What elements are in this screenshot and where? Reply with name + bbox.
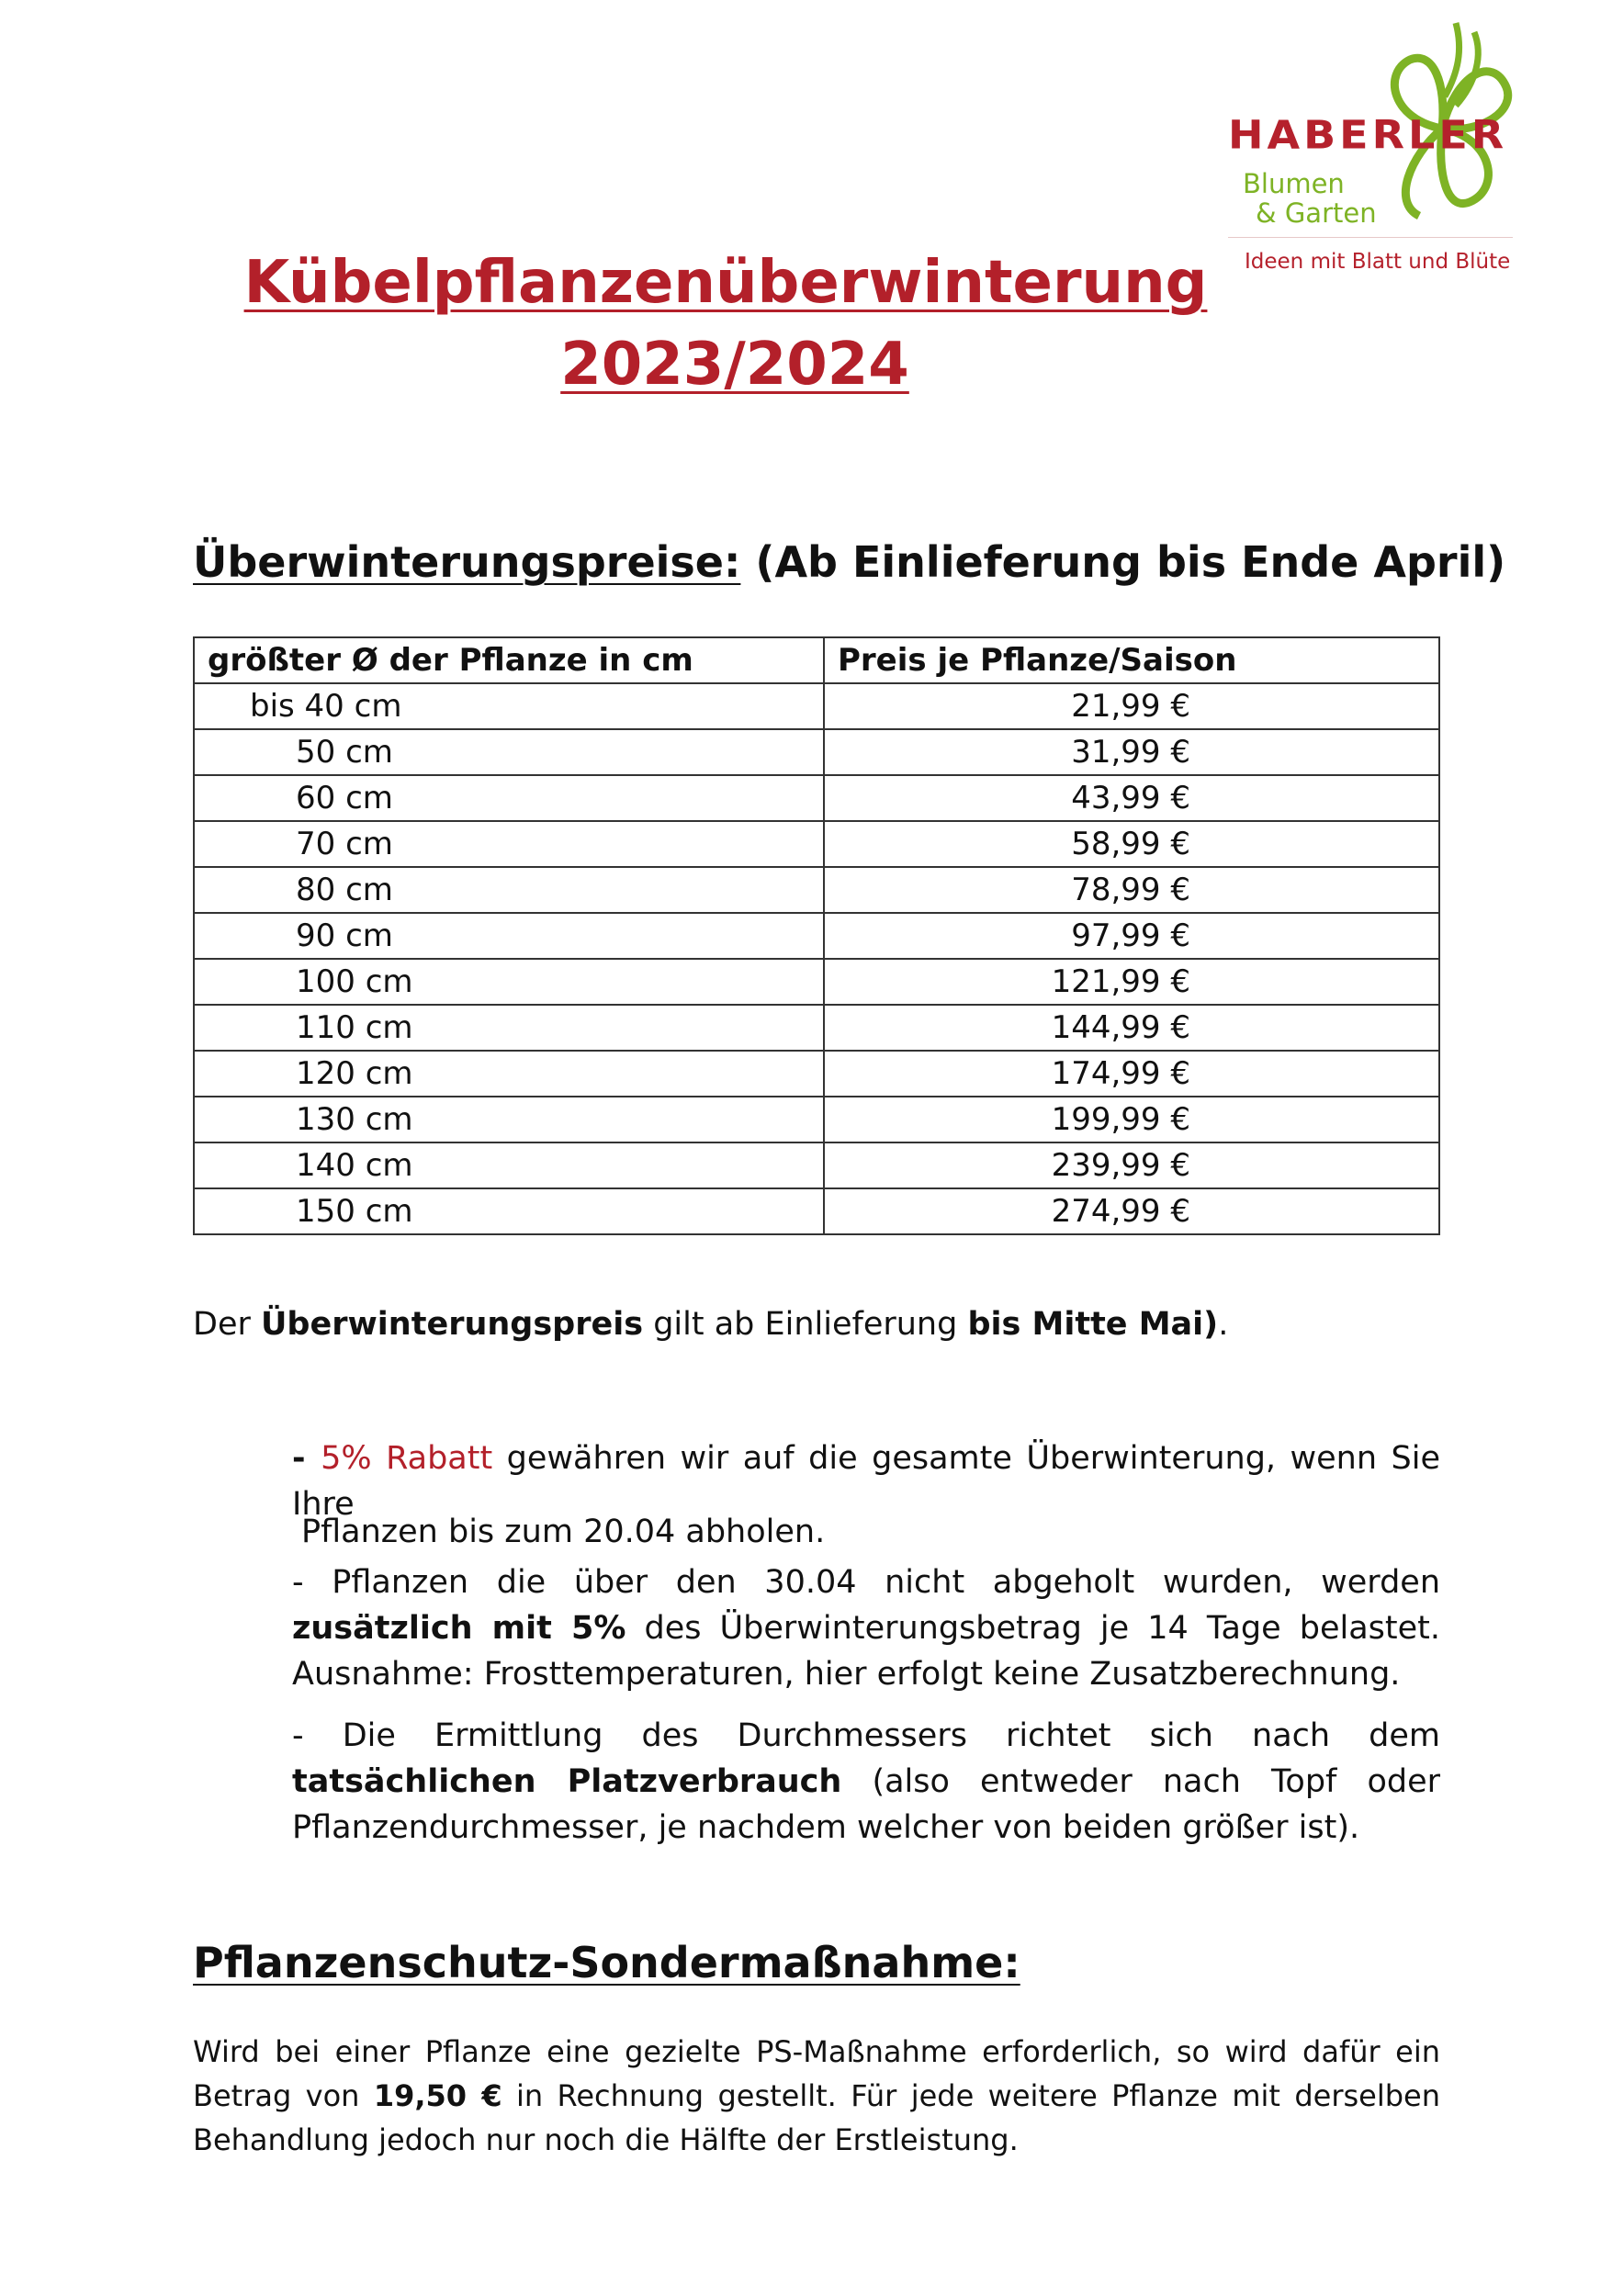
protection-price: 19,50 € (373, 2078, 502, 2113)
table-row (194, 1051, 1439, 1097)
title-line-1: Kübelpflanzenüberwinterung (243, 249, 1208, 317)
price-cell: 274,99 € (824, 1188, 1439, 1234)
size-cell: 110 cm (194, 1005, 824, 1051)
size-cell: bis 40 cm (194, 683, 824, 729)
table-row (194, 1097, 1439, 1142)
table-row (194, 821, 1439, 867)
table-row (194, 1005, 1439, 1051)
note-part: Der (193, 1306, 261, 1343)
size-cell: 60 cm (194, 775, 824, 821)
note-part: . (1218, 1306, 1229, 1343)
price-cell: 58,99 € (824, 821, 1439, 867)
size-cell: 80 cm (194, 867, 824, 913)
table-row (194, 1142, 1439, 1188)
prices-heading-suffix: (Ab Einlieferung bis Ende April) (740, 537, 1506, 587)
table-row (194, 729, 1439, 775)
late-pickup-condition (292, 1559, 1440, 1697)
note-bold: Überwinterungspreis (261, 1306, 644, 1343)
header-size: größter Ø der Pflanze in cm (194, 637, 824, 683)
price-cell: 199,99 € (824, 1097, 1439, 1142)
logo-name: HABERLER (1228, 112, 1508, 158)
table-row (194, 775, 1439, 821)
table-row (194, 867, 1439, 913)
note-bold: bis Mitte Mai) (967, 1306, 1219, 1343)
price-cell: 144,99 € (824, 1005, 1439, 1051)
size-cell: 130 cm (194, 1097, 824, 1142)
late-bold: zusätzlich mit 5% (292, 1610, 626, 1647)
logo-subtitle-2: & Garten (1256, 197, 1377, 229)
logo-subtitle-1: Blumen (1243, 168, 1345, 199)
discount-highlight: 5% Rabatt (321, 1440, 493, 1477)
table-row (194, 959, 1439, 1005)
logo-tagline: Ideen mit Blatt und Blüte (1245, 250, 1511, 274)
size-cell: 90 cm (194, 913, 824, 959)
size-cell: 120 cm (194, 1051, 824, 1097)
discount-condition-cont: Pflanzen bis zum 20.04 abholen. (301, 1514, 826, 1550)
size-cell: 140 cm (194, 1142, 824, 1188)
protection-part: Wird bei einer Pflanze eine gezielte PS-Maßnahme erforderlich, so wird dafür ein Betrag von (193, 2034, 1440, 2113)
diameter-bold: tatsächlichen Platzverbrauch (292, 1763, 842, 1800)
price-cell: 43,99 € (824, 775, 1439, 821)
price-cell: 239,99 € (824, 1142, 1439, 1188)
size-cell: 70 cm (194, 821, 824, 867)
late-text: - Pflanzen die über den 30.04 nicht abgeholt wurden, werden (292, 1564, 1440, 1601)
size-cell: 150 cm (194, 1188, 824, 1234)
price-cell: 21,99 € (824, 683, 1439, 729)
page-title-year (441, 331, 1029, 399)
page-title (184, 249, 1268, 317)
diameter-text: - Die Ermittlung des Durchmessers richtet sich nach dem (292, 1717, 1440, 1754)
diameter-condition (292, 1713, 1440, 1851)
size-cell: 100 cm (194, 959, 824, 1005)
price-cell: 121,99 € (824, 959, 1439, 1005)
protection-part: in Rechnung gestellt. Für jede weitere Pflanze mit derselben Behandlung jedoch nur noch die Hälfte der Erstleistung. (193, 2078, 1441, 2157)
price-cell: 174,99 € (824, 1051, 1439, 1097)
company-logo (1217, 18, 1520, 285)
size-cell: 50 cm (194, 729, 824, 775)
protection-text (193, 2030, 1440, 2162)
price-table (193, 636, 1440, 1235)
discount-text: gewähren wir auf die gesamte Überwinterung, wenn Sie Ihre (292, 1440, 1441, 1523)
table-row (194, 683, 1439, 729)
table-row (194, 1188, 1439, 1234)
price-cell: 78,99 € (824, 867, 1439, 913)
bullet-dash: - (292, 1440, 321, 1477)
note-part: gilt ab Einlieferung (643, 1306, 968, 1343)
protection-heading: Pflanzenschutz-Sondermaßnahme: (193, 1938, 1020, 1987)
table-header-row (194, 637, 1439, 683)
header-price: Preis je Pflanze/Saison (824, 637, 1439, 683)
price-cell: 31,99 € (824, 729, 1439, 775)
title-line-2: 2023/2024 (560, 331, 909, 399)
prices-heading-main: Überwinterungspreise: (193, 537, 741, 587)
logo-divider (1228, 237, 1513, 238)
table-row (194, 913, 1439, 959)
price-cell: 97,99 € (824, 913, 1439, 959)
late-text: des Überwinterungsbetrag je 14 Tage belastet. Ausnahme: Frosttemperaturen, hier erfolgt keine Zusatzberechnung. (292, 1610, 1440, 1693)
diameter-text: (also entweder nach Topf oder Pflanzendurchmesser, je nachdem welcher von beiden größer ist). (292, 1763, 1440, 1846)
prices-heading (193, 537, 1505, 587)
price-validity-note (193, 1306, 1228, 1343)
